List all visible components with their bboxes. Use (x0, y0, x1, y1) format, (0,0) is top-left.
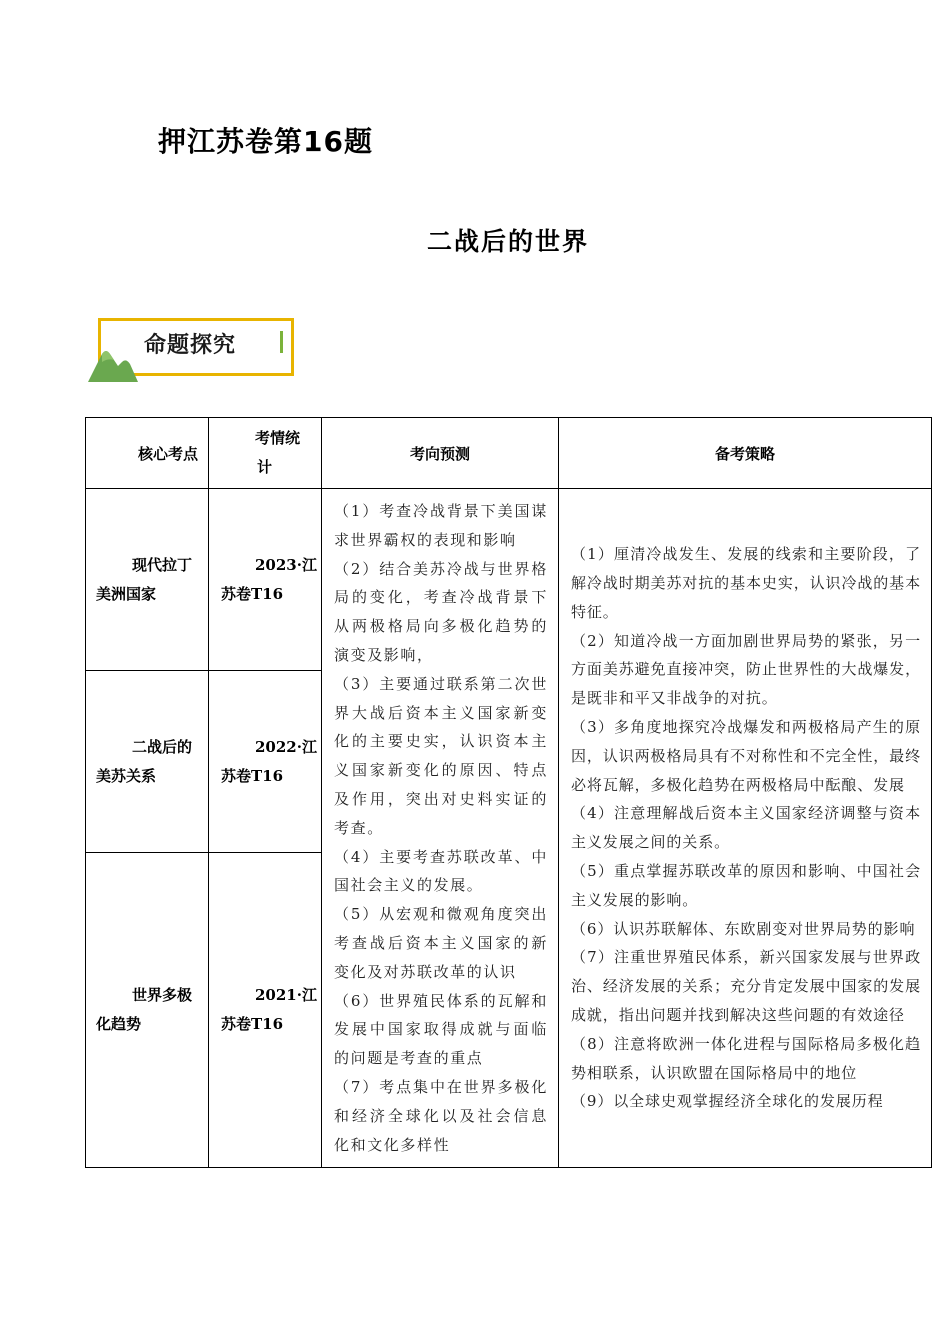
topic-line: 美洲国家 (96, 584, 157, 603)
forecast-item: （2）结合美苏冷战与世界格局的变化，考查冷战背景下从两极格局向多极化趋势的演变及影响， (334, 559, 548, 664)
header-exam-stats-line1: 考情统 (255, 429, 301, 447)
document-subtitle: 二战后的世界 (426, 227, 589, 256)
forecast-cell (322, 489, 559, 1168)
strategy-item: （7）注重世界殖民体系，新兴国家发展与世界政治、经济发展的关系；充分肯定发展中国家的发展成就，指出问题并找到解决这些问题的有效途径 (571, 948, 921, 1024)
topic-line: 美苏关系 (96, 766, 157, 785)
header-strategy: 备考策略 (559, 418, 932, 489)
header-forecast: 考向预测 (322, 418, 559, 489)
strategy-item: （6）认识苏联解体、东欧剧变对世界局势的影响 (571, 919, 916, 938)
topic-line: 现代拉丁 (132, 555, 193, 574)
section-badge-label: 命题探究 (144, 333, 237, 358)
exam-line: 2021·江 (255, 986, 317, 1005)
table-row (86, 489, 932, 671)
strategy-item: （3）多角度地探究冷战爆发和两极格局产生的原因，认识两极格局具有不对称性和不完全性，最终必将瓦解，多极化趋势在两极格局中酝酿、发展 (571, 717, 921, 794)
document-title: 押江苏卷第16题 (158, 125, 373, 158)
mountain-icon (88, 342, 138, 382)
strategy-item: （9）以全球史观掌握经济全球化的发展历程 (571, 1092, 884, 1111)
exam-line: 2023·江 (255, 555, 317, 574)
strategy-item: （4）注意理解战后资本主义国家经济调整与资本主义发展之间的关系。 (571, 804, 921, 852)
section-badge (88, 314, 298, 382)
header-exam-stats (209, 418, 322, 489)
strategy-cell (559, 489, 932, 1168)
exam-line: 苏卷T16 (221, 1015, 284, 1034)
exam-line: 苏卷T16 (221, 766, 284, 785)
topic-line: 二战后的 (132, 737, 193, 756)
exam-cell (209, 489, 322, 671)
forecast-item: （6）世界殖民体系的瓦解和发展中国家取得成就与面临的问题是考查的重点 (334, 991, 548, 1068)
table-header-row (86, 418, 932, 489)
topic-cell (86, 853, 209, 1168)
exam-line: 2022·江 (255, 737, 317, 756)
topic-cell (86, 489, 209, 671)
exam-analysis-table (85, 417, 932, 1168)
strategy-item: （1）厘清冷战发生、发展的线索和主要阶段，了解冷战时期美苏对抗的基本史实，认识冷战的基本特征。 (571, 545, 921, 621)
badge-accent-line (280, 331, 283, 353)
header-core-point: 核心考点 (86, 418, 209, 489)
topic-cell (86, 671, 209, 853)
strategy-item: （2）知道冷战一方面加剧世界局势的紧张，另一方面美苏避免直接冲突，防止世界性的大战爆发，是既非和平又非战争的对抗。 (571, 631, 921, 708)
topic-line: 世界多极 (132, 986, 193, 1005)
forecast-item: （7）考点集中在世界多极化和经济全球化以及社会信息化和文化多样性 (334, 1077, 548, 1154)
topic-line: 化趋势 (96, 1015, 142, 1034)
exam-cell (209, 853, 322, 1168)
strategy-item: （5）重点掌握苏联改革的原因和影响、中国社会主义发展的影响。 (571, 861, 921, 909)
header-exam-stats-line2: 计 (257, 458, 273, 476)
exam-line: 苏卷T16 (221, 584, 284, 603)
forecast-item: （3）主要通过联系第二次世界大战后资本主义国家新变化的主要史实，认识资本主义国家新变化的原因、特点及作用，突出对史料实证的考查。 (334, 674, 548, 837)
forecast-item: （5）从宏观和微观角度突出考查战后资本主义国家的新变化及对苏联改革的认识 (334, 905, 548, 981)
forecast-item: （1）考查冷战背景下美国谋求世界霸权的表现和影响 (334, 502, 548, 549)
exam-cell (209, 671, 322, 853)
strategy-item: （8）注意将欧洲一体化进程与国际格局多极化趋势相联系，认识欧盟在国际格局中的地位 (571, 1034, 921, 1082)
forecast-item: （4）主要考查苏联改革、中国社会主义的发展。 (334, 847, 548, 895)
